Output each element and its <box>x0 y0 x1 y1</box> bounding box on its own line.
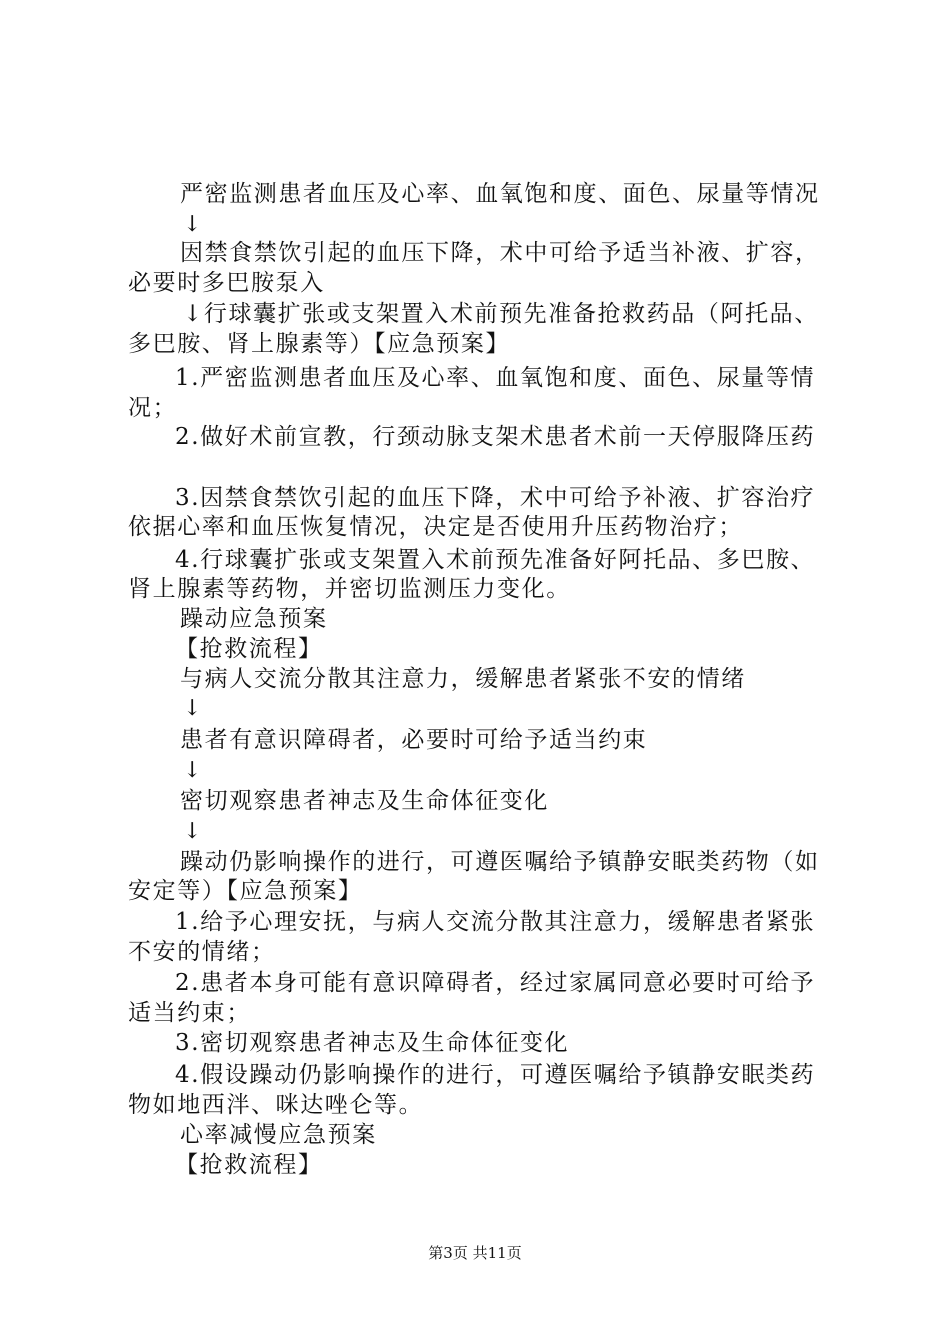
text-line: 肾上腺素等药物，并密切监测压力变化。 <box>128 576 571 602</box>
text-line: 1.给予心理安抚，与病人交流分散其注意力，缓解患者紧张 <box>175 909 816 935</box>
text-line: 因禁食禁饮引起的血压下降，术中可给予适当补液、扩容， <box>180 240 820 266</box>
text-line: 安定等）【应急预案】 <box>128 878 363 904</box>
text-line: 物如地西泮、咪达唑仑等。 <box>128 1092 424 1118</box>
text-line: 患者有意识障碍者，必要时可给予适当约束 <box>180 727 648 753</box>
text-line: 3.密切观察患者神志及生命体征变化 <box>175 1030 570 1056</box>
text-line: 必要时多巴胺泵入 <box>128 270 325 296</box>
text-line: 2.患者本身可能有意识障碍者，经过家属同意必要时可给予 <box>175 970 816 996</box>
section-subtitle: 【抢救流程】 <box>175 636 323 662</box>
text-line: 与病人交流分散其注意力，缓解患者紧张不安的情绪 <box>180 666 746 692</box>
text-line: 况； <box>128 395 178 421</box>
text-line: 适当约束； <box>128 1000 251 1026</box>
text-line: 躁动仍影响操作的进行，可遵医嘱给予镇静安眠类药物（如 <box>180 849 820 875</box>
text-line: 密切观察患者神志及生命体征变化 <box>180 788 549 814</box>
text-line: 4.假设躁动仍影响操作的进行，可遵医嘱给予镇静安眠类药 <box>175 1062 816 1088</box>
text-line: 1.严密监测患者血压及心率、血氧饱和度、面色、尿量等情 <box>175 365 816 391</box>
flow-arrow: ↓ <box>183 212 202 237</box>
flow-arrow: ↓ <box>183 758 202 783</box>
flow-arrow: ↓ <box>183 819 202 844</box>
text-line: 3.因禁食禁饮引起的血压下降，术中可给予补液、扩容治疗 <box>175 485 816 511</box>
page-footer: 第3页 共11页 <box>428 1244 522 1262</box>
section-title: 躁动应急预案 <box>180 606 328 632</box>
flow-arrow: ↓ <box>183 696 202 721</box>
text-line: 不安的情绪； <box>128 939 276 965</box>
text-line: 2.做好术前宣教，行颈动脉支架术患者术前一天停服降压药 <box>175 424 816 450</box>
text-line: 依据心率和血压恢复情况，决定是否使用升压药物治疗； <box>128 514 743 540</box>
text-line: ↓行球囊扩张或支架置入术前预先准备抢救药品（阿托品、 <box>183 301 819 327</box>
section-title: 心率减慢应急预案 <box>180 1122 377 1148</box>
text-line: 多巴胺、肾上腺素等）【应急预案】 <box>128 331 511 357</box>
text-line: 4.行球囊扩张或支架置入术前预先准备好阿托品、多巴胺、 <box>175 547 816 573</box>
section-subtitle: 【抢救流程】 <box>175 1152 323 1178</box>
text-line: 严密监测患者血压及心率、血氧饱和度、面色、尿量等情况 <box>180 181 820 207</box>
